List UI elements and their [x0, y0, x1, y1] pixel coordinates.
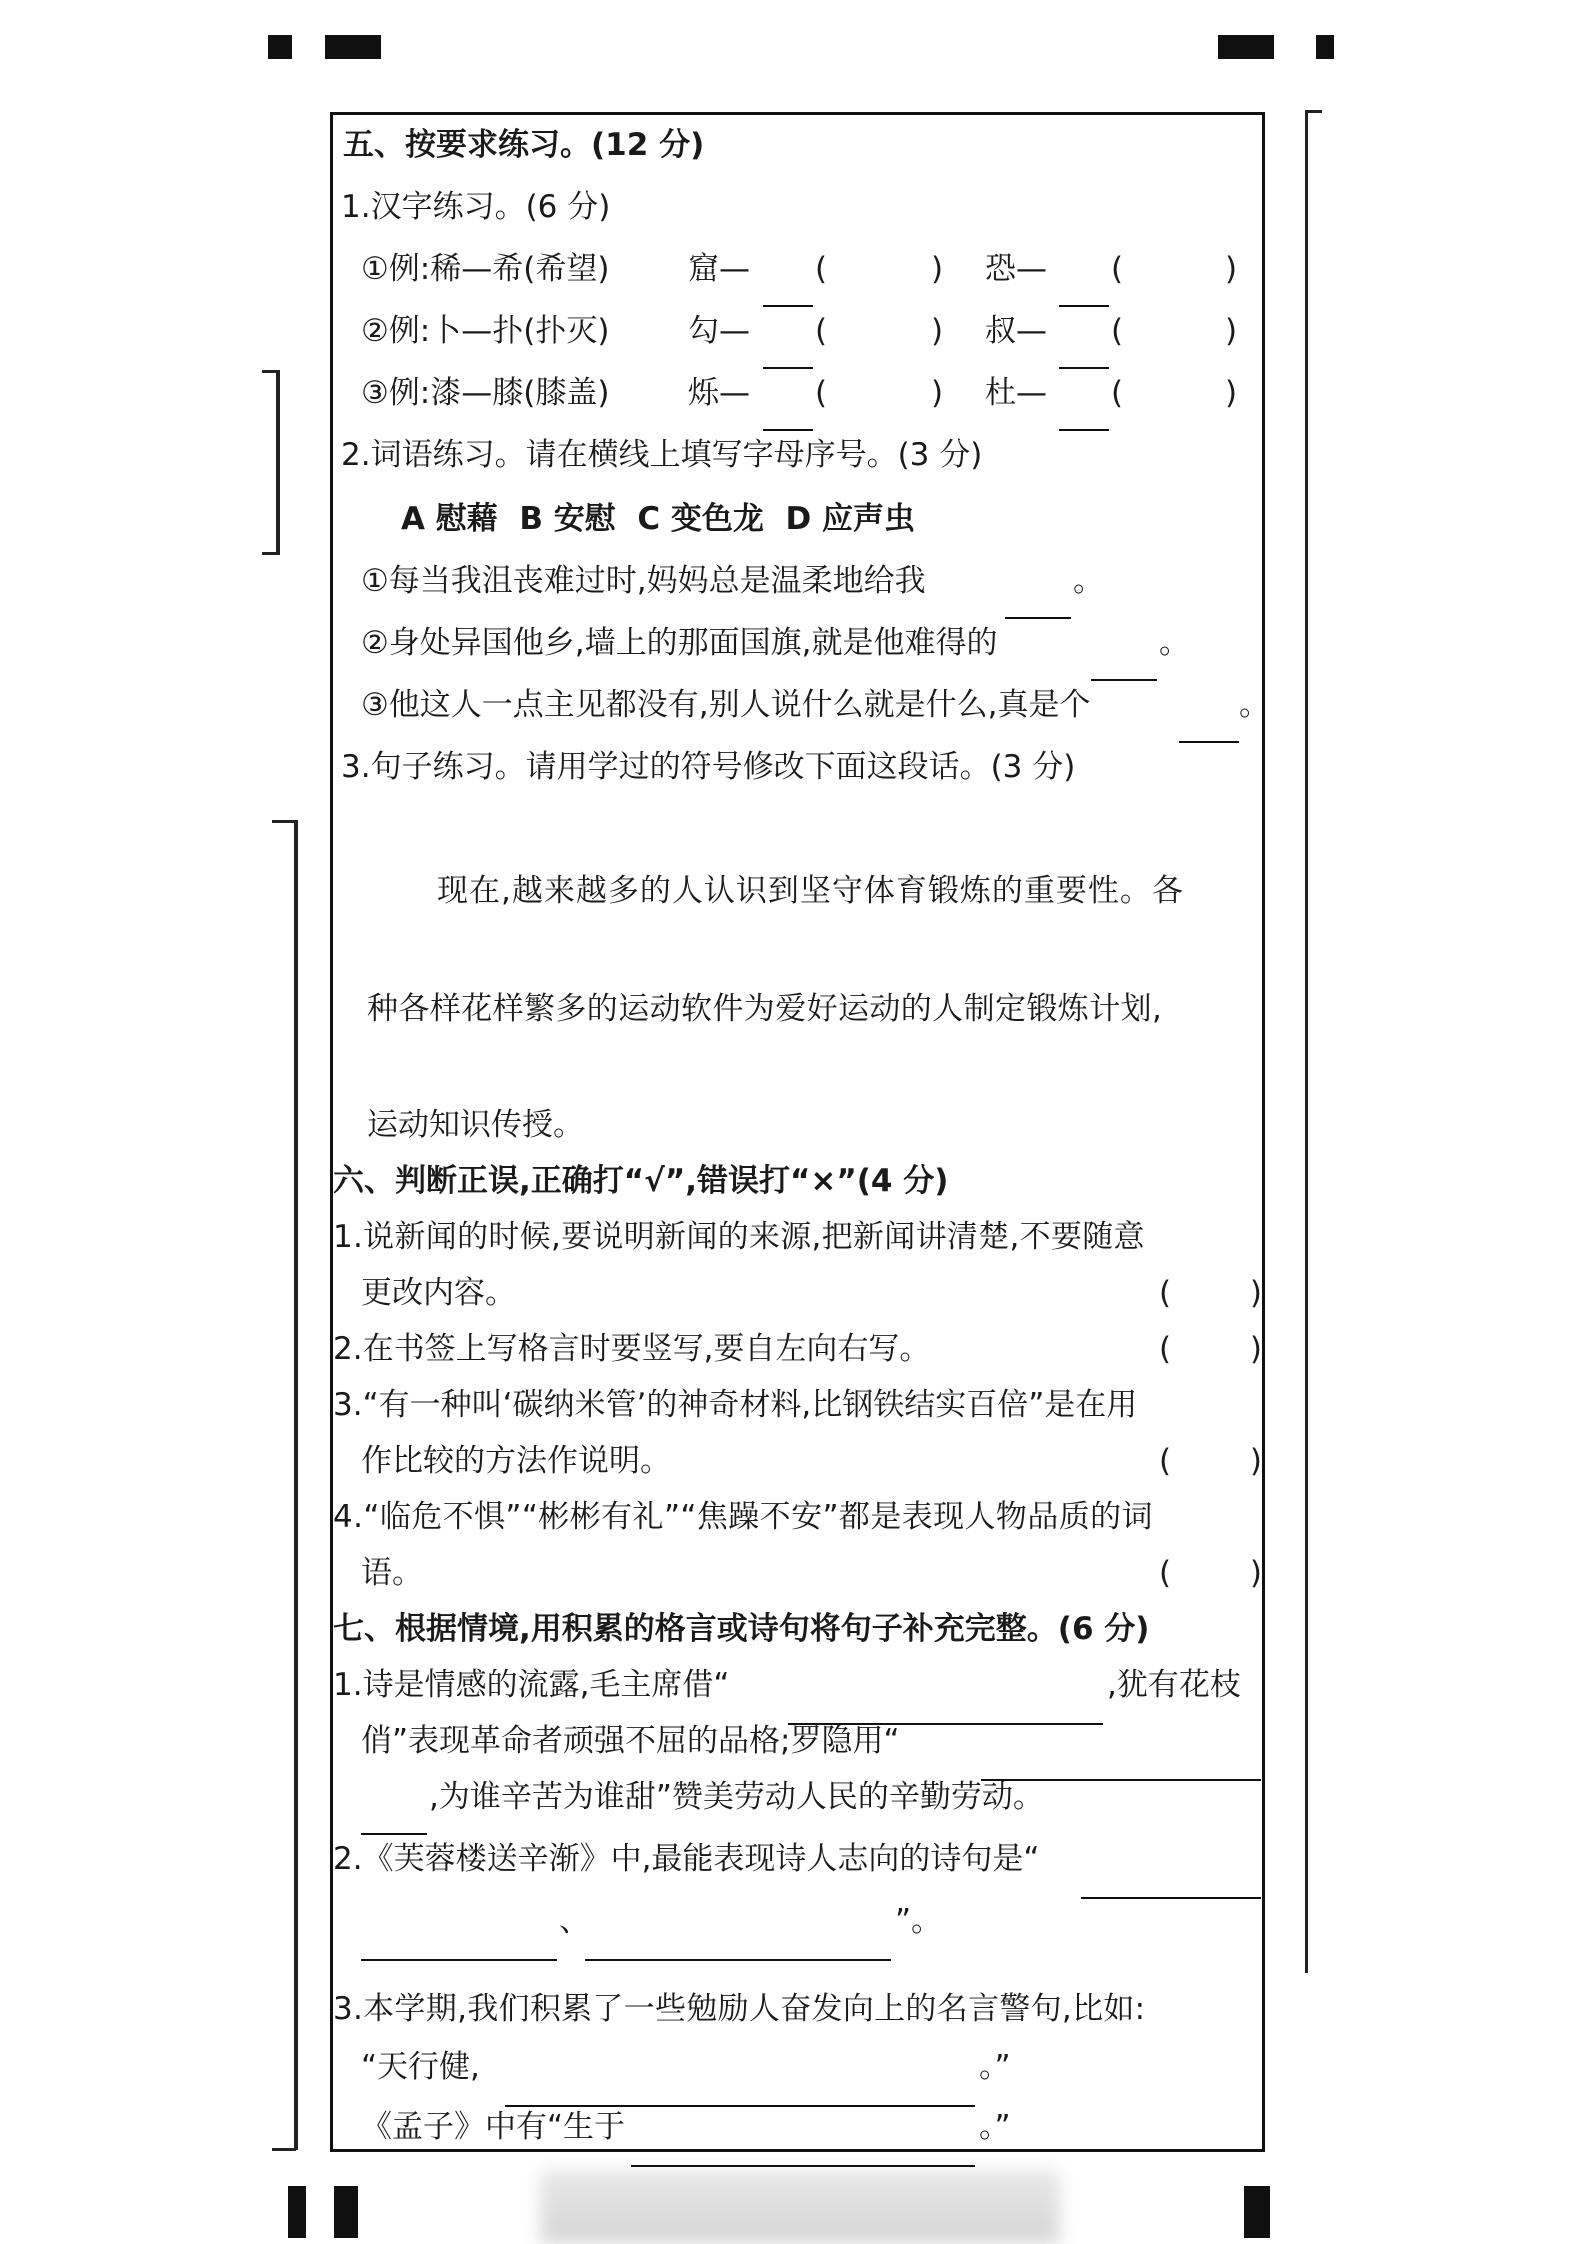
- section5-title: 五、按要求练习。(12 分): [343, 127, 705, 163]
- answer-blank[interactable]: [1005, 591, 1071, 619]
- answer-blank[interactable]: [1179, 715, 1239, 743]
- right-edge-flap: [1305, 110, 1322, 1973]
- answer-paren[interactable]: ( ): [1159, 1275, 1263, 1311]
- corner-mark-top-right: [1316, 35, 1334, 59]
- answer-paren[interactable]: ( ): [1159, 1555, 1263, 1591]
- answer-blank[interactable]: [763, 279, 813, 307]
- corner-mark-top-left: [268, 35, 292, 59]
- poem-q3-line2b: 。”: [979, 2049, 1011, 2085]
- close-paren: ): [931, 375, 944, 411]
- poem-q3-line2a: “天行健,: [361, 2049, 480, 2085]
- char-example: ③例:漆—膝(膝盖): [361, 375, 610, 411]
- section7-title: 七、根据情境,用积累的格言或诗句将句子补充完整。(6 分): [333, 1611, 1150, 1647]
- poem-q1-line2: 俏”表现革命者顽强不屈的品格;罗隐用“: [361, 1723, 900, 1759]
- answer-blank[interactable]: [505, 2079, 975, 2107]
- corner-bar-top-left: [325, 35, 381, 59]
- poem-q1-line3: ,为谁辛苦为谁甜”赞美劳动人民的辛勤劳动。: [429, 1779, 1044, 1815]
- char-item: 恐—: [985, 251, 1047, 287]
- close-paren: ): [931, 251, 944, 287]
- word-item-end: 。: [1239, 687, 1270, 723]
- char-item: 烁—: [688, 375, 750, 411]
- char-item: 勾—: [688, 313, 750, 349]
- exam-page: [330, 112, 1270, 2152]
- left-bracket-2: [294, 820, 298, 2150]
- answer-blank[interactable]: [1081, 1871, 1261, 1899]
- left-bracket-1-top: [262, 370, 278, 373]
- char-item: 杜—: [985, 375, 1047, 411]
- poem-q3-line3b: 。”: [979, 2109, 1011, 2145]
- left-bracket-2-top: [272, 820, 296, 823]
- open-paren: (: [815, 251, 828, 287]
- judge-item-1-cont: 更改内容。: [361, 1275, 516, 1311]
- corner-bar-bottom-left-2: [334, 2186, 358, 2238]
- char-item: 叔—: [985, 313, 1047, 349]
- poem-q3-line1: 3.本学期,我们积累了一些勉励人奋发向上的名言警句,比如:: [333, 1991, 1146, 2027]
- word-item-end: 。: [1159, 625, 1190, 661]
- left-bracket-1-bottom: [262, 552, 278, 555]
- word-item-3: ③他这人一点主见都没有,别人说什么就是什么,真是个: [361, 687, 1091, 723]
- close-paren: ): [1225, 313, 1238, 349]
- section5-q3-title: 3.句子练习。请用学过的符号修改下面这段话。(3 分): [341, 749, 1076, 785]
- section5-q1-title: 1.汉字练习。(6 分): [341, 189, 611, 225]
- open-paren: (: [815, 313, 828, 349]
- answer-blank[interactable]: [631, 2139, 975, 2167]
- judge-item-4-cont: 语。: [361, 1555, 423, 1591]
- answer-blank[interactable]: [585, 1933, 891, 1961]
- judge-item-3-cont: 作比较的方法作说明。: [361, 1443, 671, 1479]
- poem-q2-line1: 2.《芙蓉楼送辛渐》中,最能表现诗人志向的诗句是“: [333, 1841, 1040, 1877]
- judge-item-2: 2.在书签上写格言时要竖写,要自左向右写。: [333, 1331, 931, 1367]
- open-paren: (: [1111, 375, 1124, 411]
- passage-line-1: 现在,越来越多的人认识到坚守体育锻炼的重要性。各: [437, 873, 1184, 909]
- corner-bar-bottom-left-1: [288, 2186, 306, 2238]
- left-bracket-2-bottom: [272, 2148, 296, 2151]
- word-item-2: ②身处异国他乡,墙上的那面国旗,就是他难得的: [361, 625, 998, 661]
- answer-blank[interactable]: [763, 403, 813, 431]
- open-paren: (: [815, 375, 828, 411]
- poem-q2-sep: 、: [559, 1903, 590, 1939]
- poem-q1-line1b: ,犹有花枝: [1107, 1667, 1241, 1703]
- poem-q3-line3a: 《孟子》中有“生于: [361, 2109, 626, 2145]
- char-item: 窟—: [688, 251, 750, 287]
- poem-q2-end: ”。: [895, 1903, 943, 1939]
- answer-blank[interactable]: [361, 1807, 427, 1835]
- word-item-end: 。: [1073, 563, 1104, 599]
- section5-q2-title: 2.词语练习。请在横线上填写字母序号。(3 分): [341, 437, 983, 473]
- poem-q1-line1a: 1.诗是情感的流露,毛主席借“: [333, 1667, 730, 1703]
- answer-paren[interactable]: ( ): [1159, 1443, 1263, 1479]
- scan-shadow: [540, 2170, 1060, 2244]
- close-paren: ): [931, 313, 944, 349]
- answer-paren[interactable]: ( ): [1159, 1331, 1263, 1367]
- passage-line-3: 运动知识传授。: [367, 1107, 584, 1143]
- char-example: ②例:卜—扑(扑灭): [361, 313, 610, 349]
- answer-blank[interactable]: [1059, 403, 1109, 431]
- word-item-1: ①每当我沮丧难过时,妈妈总是温柔地给我: [361, 563, 926, 599]
- word-options: A 慰藉 B 安慰 C 变色龙 D 应声虫: [401, 501, 916, 537]
- judge-item-3: 3.“有一种叫‘碳纳米管’的神奇材料,比钢铁结实百倍”是在用: [333, 1387, 1138, 1423]
- left-bracket-1: [276, 370, 280, 555]
- answer-blank[interactable]: [361, 1933, 557, 1961]
- char-example: ①例:稀—希(希望): [361, 251, 610, 287]
- corner-bar-top-right: [1218, 35, 1274, 59]
- answer-blank[interactable]: [1059, 341, 1109, 369]
- section6-title: 六、判断正误,正确打“√”,错误打“×”(4 分): [333, 1163, 949, 1199]
- judge-item-1: 1.说新闻的时候,要说明新闻的来源,把新闻讲清楚,不要随意: [333, 1219, 1145, 1255]
- corner-bar-bottom-right: [1244, 2186, 1270, 2238]
- open-paren: (: [1111, 313, 1124, 349]
- judge-item-4: 4.“临危不惧”“彬彬有礼”“焦躁不安”都是表现人物品质的词: [333, 1499, 1153, 1535]
- answer-blank[interactable]: [1091, 653, 1157, 681]
- close-paren: ): [1225, 251, 1238, 287]
- answer-blank[interactable]: [1059, 279, 1109, 307]
- close-paren: ): [1225, 375, 1238, 411]
- open-paren: (: [1111, 251, 1124, 287]
- answer-blank[interactable]: [763, 341, 813, 369]
- passage-line-2: 种各样花样繁多的运动软件为爱好运动的人制定锻炼计划,: [367, 991, 1163, 1027]
